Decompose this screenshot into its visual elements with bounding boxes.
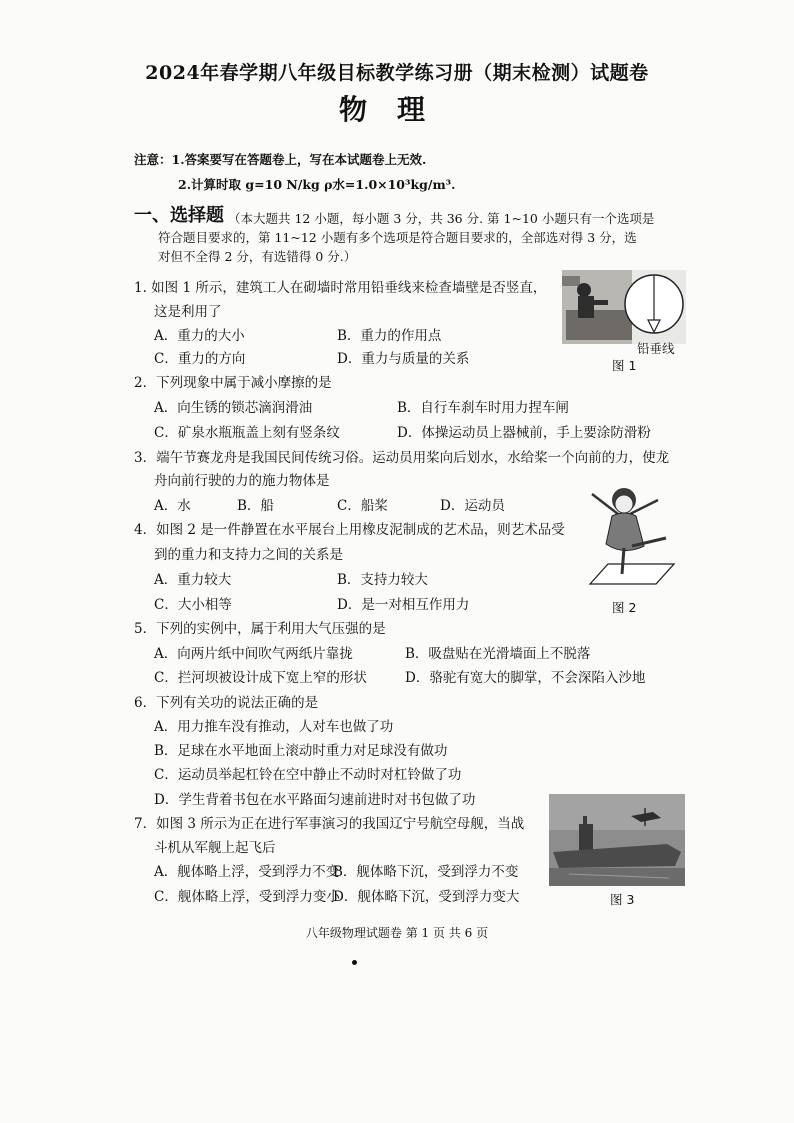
question-4-option-c: C．大小相等 [154, 597, 232, 613]
figure-2-sculpture [578, 480, 682, 592]
section-desc-2: 符合题目要求的，第 11~12 小题有多个选项是符合题目要求的，全部选对得 3 分，选 [158, 230, 637, 245]
question-3-stem: 3．端午节赛龙舟是我国民间传统习俗。运动员用桨向后划水，水给桨一个向前的力，使龙 [134, 450, 670, 466]
figure-2-caption: 图 2 [612, 600, 637, 615]
question-2-option-d: D．体操运动员上器械前，手上要涂防滑粉 [397, 425, 651, 441]
section-heading: 一、选择题 [134, 205, 224, 226]
scan-dot-mark [352, 960, 357, 965]
section-desc-3: 对但不全得 2 分，有选错得 0 分.） [158, 249, 357, 264]
question-6-option-a: A．用力推车没有推动，人对车也做了功 [154, 719, 394, 735]
question-4-option-a: A．重力较大 [154, 572, 232, 588]
question-1-stem: 1. 如图 1 所示，建筑工人在砌墙时常用铅垂线来检查墙壁是否竖直， [134, 280, 547, 296]
question-7-option-a: A．舰体略上浮，受到浮力不变 [154, 864, 340, 880]
question-4-option-d: D．是一对相互作用力 [337, 597, 470, 613]
section-desc-1: （本大题共 12 小题，每小题 3 分，共 36 分. 第 1~10 小题只有一个选项是 [228, 211, 655, 226]
question-4-stem-cont: 到的重力和支持力之间的关系是 [154, 547, 343, 563]
exam-title: 2024年春学期八年级目标教学练习册（期末检测）试题卷 [145, 62, 649, 84]
question-2-stem: 2．下列现象中属于减小摩擦的是 [134, 375, 332, 391]
question-3-option-c: C．船桨 [337, 498, 388, 514]
question-2-option-b: B．自行车刹车时用力捏车闸 [397, 400, 569, 416]
figure-3-caption: 图 3 [610, 892, 635, 907]
question-7-option-b: B．舰体略下沉，受到浮力不变 [333, 864, 519, 880]
question-6-option-b: B．足球在水平地面上滚动时重力对足球没有做功 [154, 743, 448, 759]
note-line-1: 注意：1.答案要写在答题卷上，写在本试题卷上无效. [134, 152, 427, 167]
question-3-stem-cont: 舟向前行驶的力的施力物体是 [154, 473, 330, 489]
question-4-stem: 4．如图 2 是一件静置在水平展台上用橡皮泥制成的艺术品，则艺术品受 [134, 522, 565, 538]
question-6-option-d: D．学生背着书包在水平路面匀速前进时对书包做了功 [154, 792, 476, 808]
question-7-option-d: D．舰体略下沉，受到浮力变大 [333, 889, 520, 905]
question-6-stem: 6．下列有关功的说法正确的是 [134, 695, 319, 711]
question-3-option-d: D．运动员 [440, 498, 505, 514]
question-3-option-b: B．船 [237, 498, 274, 514]
figure-3-aircraft-carrier [549, 794, 685, 886]
question-6-option-c: C．运动员举起杠铃在空中静止不动时对杠铃做了功 [154, 767, 462, 783]
question-1-option-d: D．重力与质量的关系 [337, 351, 470, 367]
question-1-option-a: A．重力的大小 [154, 328, 245, 344]
question-5-stem: 5．下列的实例中，属于利用大气压强的是 [134, 621, 386, 637]
figure-1-label: 铅垂线 [637, 341, 675, 356]
question-1-option-c: C．重力的方向 [154, 351, 246, 367]
question-5-option-c: C．拦河坝被设计成下宽上窄的形状 [154, 670, 367, 686]
question-5-option-a: A．向两片纸中间吹气两纸片靠拢 [154, 646, 353, 662]
subject-title: 物理 [338, 93, 455, 126]
question-7-stem-cont: 斗机从军舰上起飞后 [154, 840, 276, 856]
question-1-stem-cont: 这是利用了 [154, 304, 222, 320]
figure-1-caption: 图 1 [612, 358, 637, 373]
note-line-2: 2.计算时取 g=10 N/kg ρ水=1.0×10³kg/m³. [178, 177, 456, 192]
question-5-option-b: B．吸盘贴在光滑墙面上不脱落 [405, 646, 591, 662]
question-5-option-d: D．骆驼有宽大的脚掌，不会深陷入沙地 [405, 670, 646, 686]
question-1-option-b: B．重力的作用点 [337, 328, 442, 344]
question-7-option-c: C．舰体略上浮，受到浮力变小 [154, 889, 340, 905]
question-2-option-c: C．矿泉水瓶瓶盖上刻有竖条纹 [154, 425, 340, 441]
page-footer: 八年级物理试题卷 第 1 页 共 6 页 [305, 926, 489, 940]
question-2-option-a: A．向生锈的锁芯滴润滑油 [154, 400, 313, 416]
question-4-option-b: B．支持力较大 [337, 572, 428, 588]
question-3-option-a: A．水 [154, 498, 191, 514]
question-7-stem: 7．如图 3 所示为正在进行军事演习的我国辽宁号航空母舰，当战 [134, 816, 525, 832]
figure-1-plumb-line [562, 270, 686, 344]
